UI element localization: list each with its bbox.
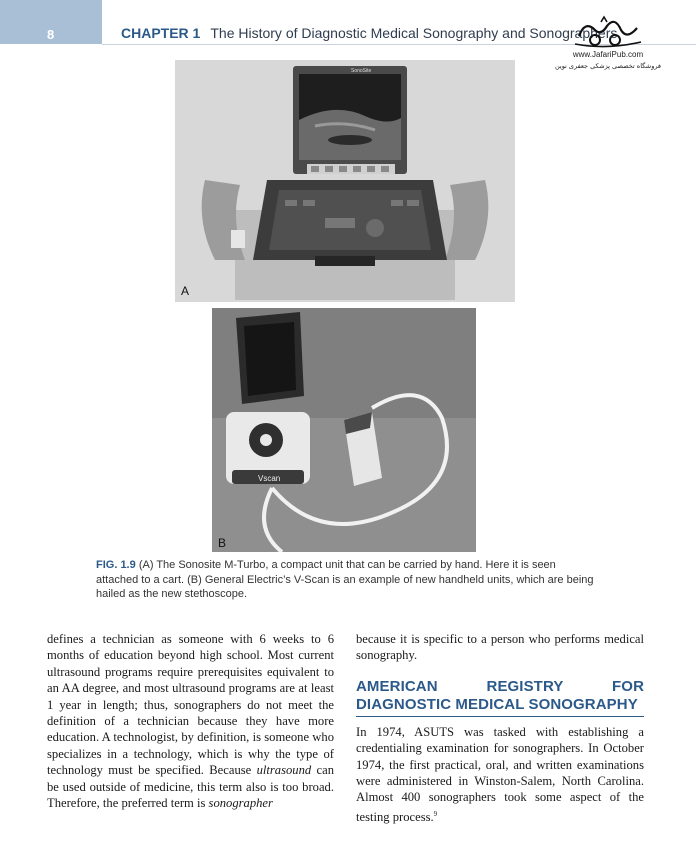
watermark-persian: فروشگاه تخصصی پزشکی جعفری نوین — [554, 62, 662, 70]
screen-brand-text: SonoSite — [351, 68, 372, 74]
panel-a-label: A — [181, 284, 190, 298]
figure-photo-b — [212, 308, 476, 552]
emphasis-ultrasound: ultrasound — [256, 763, 312, 778]
vscan-handheld-illustration — [212, 308, 476, 552]
figure-photo-a — [175, 60, 515, 302]
footnote-ref: 9 — [433, 809, 438, 818]
section-heading: AMERICAN REGISTRY FOR DIAGNOSTIC MEDICAL SONOGRAPHY — [356, 677, 644, 713]
right-paragraph: In 1974, ASUTS was tasked with establishing a credentialing examination for sonographers. In October 1974, the first practical, oral, and written examinations were administered in Winston-Salem, North Carolina. Almost 400 sonographers took some aspect of the testing process.$^9$ — [356, 724, 644, 825]
figure-caption — [96, 558, 596, 602]
chapter-label: CHAPTER 1 — [121, 25, 201, 41]
device-brand-text: Vscan — [258, 474, 281, 483]
page-number: 8 — [47, 27, 55, 42]
right-intro-paragraph: because it is specific to a person who performs medical sonography. — [356, 632, 644, 663]
ultrasound-cart-illustration — [175, 60, 515, 302]
section-rule — [356, 716, 644, 717]
emphasis-sonographer: sonographer — [208, 796, 273, 811]
page-number-tab — [0, 0, 102, 44]
figure-number: FIG. 1.9 — [96, 559, 136, 571]
publisher-watermark — [548, 14, 668, 86]
publisher-logo-icon — [571, 14, 645, 50]
body-left-column — [47, 631, 334, 811]
chapter-title: The History of Diagnostic Medical Sonography and Sonographers — [210, 25, 618, 41]
watermark-site: www.JafariPub.com — [572, 50, 644, 59]
figure-caption-text: (A) The Sonosite M-Turbo, a compact unit that can be carried by hand. Here it is seen attached to a cart. (B) General Electric’s V-Scan is an example of new handheld units, which are being hailed as the new stethoscope. — [96, 559, 594, 600]
left-paragraph: defines a technician as someone with 6 weeks to 6 months of education beyond high school. Most current ultrasound programs require prerequisites equivalent to an AA degree, and most ultrasound programs are at least 1 year in length; thus, sonographers do not meet the definition of a technician because they have more education. A technologist, by definition, is someone who specializes in a technology, which is why the type of technology must be specified. Because ultrasound can be used outside of medicine, this term also is too broad. Therefore, the preferred term is sonographer — [47, 632, 334, 811]
body-right-column — [356, 631, 644, 825]
panel-b-label: B — [218, 536, 227, 550]
